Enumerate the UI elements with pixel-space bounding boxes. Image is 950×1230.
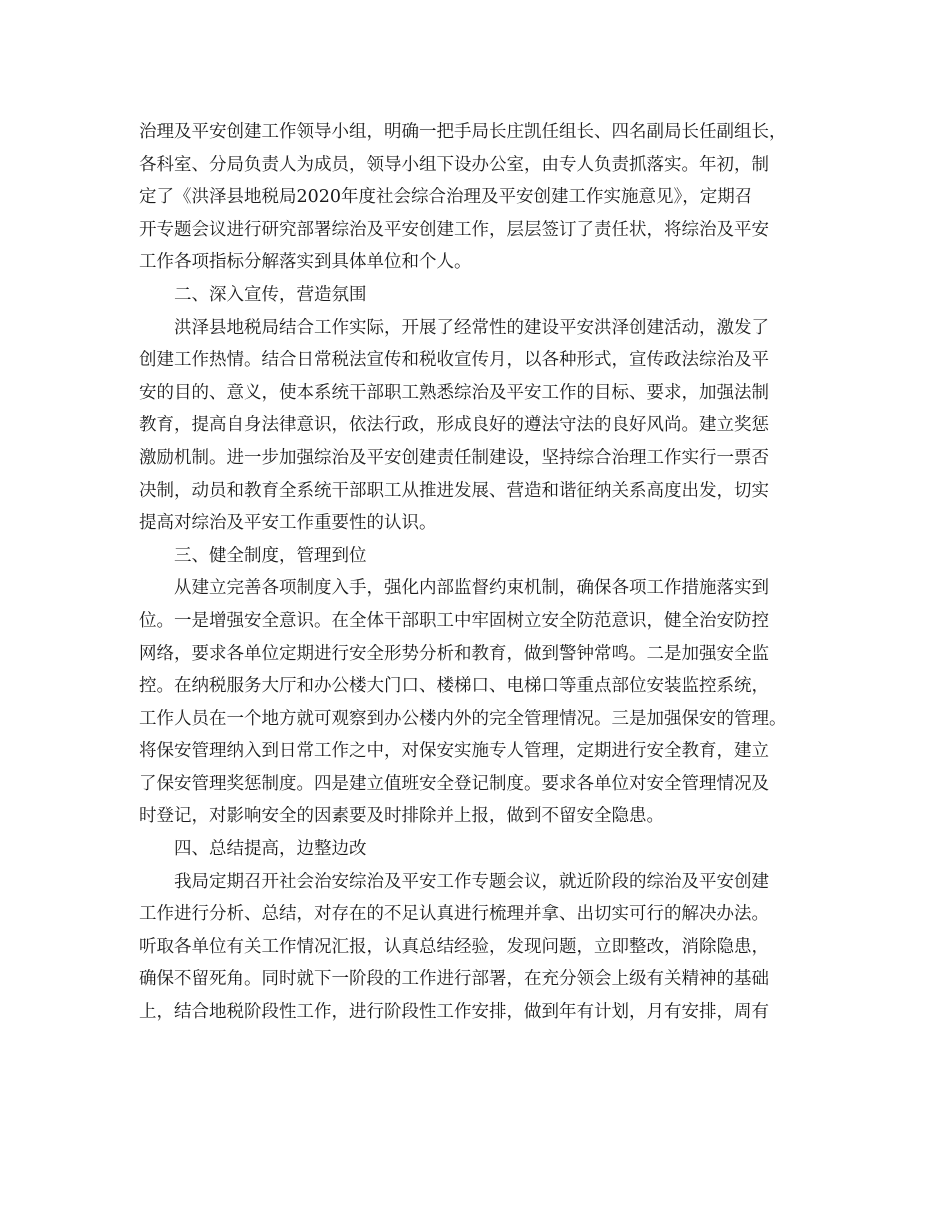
- paragraph-line: 听取各单位有关工作情况汇报，认真总结经验，发现问题，立即整改，消除隐患，: [139, 936, 769, 957]
- paragraph-line: 网络，要求各单位定期进行安全形势分析和教育，做到警钟常鸣。二是加强安全监: [139, 643, 769, 664]
- section-3-paragraph: [139, 572, 819, 833]
- paragraph-line: 我局定期召开社会治安综治及平安工作专题会议，就近阶段的综治及平安创建: [174, 871, 769, 892]
- paragraph-line: 提高对综治及平安工作重要性的认识。: [139, 513, 437, 534]
- paragraph-line: 洪泽县地税局结合工作实际，开展了经常性的建设平安洪泽创建活动，激发了: [174, 317, 769, 338]
- paragraph-line: 激励机制。进一步加强综治及平安创建责任制建设，坚持综合治理工作实行一票否: [139, 447, 769, 468]
- paragraph-line: 工作进行分析、总结，对存在的不足认真进行梳理并拿、出切实可行的解决办法。: [139, 904, 769, 925]
- paragraph-line: 上，结合地税阶段性工作，进行阶段性工作安排，做到年有计划，月有安排，周有: [139, 1002, 769, 1023]
- paragraph-line: 控。在纳税服务大厅和办公楼大门口、楼梯口、电梯口等重点部位安装监控系统，: [139, 676, 769, 697]
- paragraph-line: 工作各项指标分解落实到具体单位和个人。: [139, 252, 472, 273]
- section-1-tail-paragraph: [139, 116, 819, 279]
- paragraph-line: 创建工作热情。结合日常税法宣传和税收宣传月，以各种形式，宣传政法综治及平: [139, 350, 769, 371]
- paragraph-line: 开专题会议进行研究部署综治及平安创建工作，层层签订了责任状，将综治及平安: [139, 219, 769, 240]
- document-body: [139, 116, 819, 1029]
- paragraph-line: 决制，动员和教育全系统干部职工从推进发展、营造和谐征纳关系高度出发，切实: [139, 480, 769, 501]
- paragraph-line: 了保安管理奖惩制度。四是建立值班安全登记制度。要求各单位对安全管理情况及: [139, 773, 769, 794]
- paragraph-line: 确保不留死角。同时就下一阶段的工作进行部署，在充分领会上级有关精神的基础: [139, 969, 769, 990]
- section-2-heading: 二、深入宣传，营造氛围: [174, 284, 367, 305]
- paragraph-line: 工作人员在一个地方就可观察到办公楼内外的完全管理情况。三是加强保安的管理。: [139, 708, 787, 729]
- paragraph-line: 治理及平安创建工作领导小组，明确一把手局长庄凯任组长、四名副局长任副组长，: [139, 122, 787, 142]
- paragraph-line: 教育，提高自身法律意识，依法行政，形成良好的遵法守法的良好风尚。建立奖惩: [139, 415, 769, 436]
- paragraph-line: 时登记，对影响安全的因素要及时排除并上报，做到不留安全隐患。: [139, 806, 664, 827]
- section-4-paragraph: [139, 866, 819, 1029]
- section-3-heading: 三、健全制度，管理到位: [174, 545, 367, 566]
- paragraph-line: 各科室、分局负责人为成员，领导小组下设办公室，由专人负责抓落实。年初，制: [139, 154, 769, 175]
- paragraph-line: 定了《洪泽县地税局2020年度社会综合治理及平安创建工作实施意见》，定期召: [139, 187, 753, 208]
- paragraph-line: 从建立完善各项制度入手，强化内部监督约束机制，确保各项工作措施落实到: [174, 578, 769, 599]
- paragraph-line: 安的目的、意义，使本系统干部职工熟悉综治及平安工作的目标、要求，加强法制: [139, 382, 769, 403]
- section-2-paragraph: [139, 312, 819, 540]
- paragraph-line: 位。一是增强安全意识。在全体干部职工中牢固树立安全防范意识，健全治安防控: [139, 610, 769, 631]
- section-4-heading: 四、总结提高，边整边改: [174, 839, 367, 860]
- paragraph-line: 将保安管理纳入到日常工作之中，对保安实施专人管理，定期进行安全教育，建立: [139, 741, 769, 762]
